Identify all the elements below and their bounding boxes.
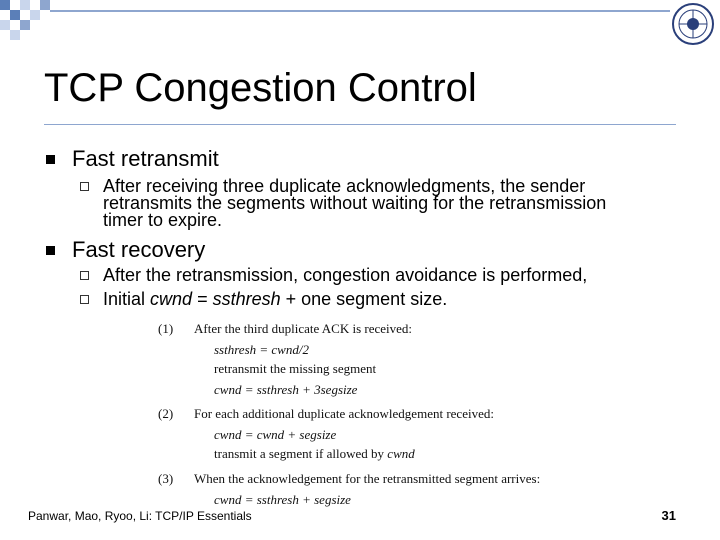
var-ssthresh: ssthresh bbox=[212, 289, 281, 309]
step-heading: When the acknowledgement for the retransmitted segment arrives: bbox=[194, 471, 541, 486]
header-decoration bbox=[0, 0, 720, 40]
bullet-square bbox=[46, 155, 55, 164]
bullet-label: Fast retransmit bbox=[72, 146, 219, 171]
step-formula: ssthresh = cwnd/2 bbox=[214, 342, 309, 357]
step-formula: cwnd = ssthresh + 3segsize bbox=[214, 382, 358, 397]
step-heading: After the third duplicate ACK is received: bbox=[194, 321, 413, 336]
footer-credit: Panwar, Mao, Ryoo, Li: TCP/IP Essentials bbox=[28, 509, 252, 523]
step-number: (3) bbox=[158, 471, 174, 486]
sub-bullet-line: After the retransmission, congestion avoidance is performed, bbox=[103, 265, 588, 285]
bullet-hollow-square bbox=[80, 295, 89, 304]
step-formula: cwnd = cwnd + segsize bbox=[214, 427, 337, 442]
step-number: (2) bbox=[158, 406, 174, 421]
title-rule bbox=[44, 124, 676, 126]
sub-bullet-line: timer to expire. bbox=[103, 210, 223, 230]
bullet-hollow-square bbox=[80, 271, 89, 280]
sub-bullet-line: After receiving three duplicate acknowledgments, the sender bbox=[103, 176, 586, 196]
step-action: transmit a segment if allowed by cwnd bbox=[214, 446, 415, 461]
university-seal-icon bbox=[671, 2, 715, 46]
slide-title: TCP Congestion Control bbox=[44, 66, 477, 110]
bullet-hollow-square bbox=[80, 182, 89, 191]
bullet-label: Fast recovery bbox=[72, 237, 206, 262]
step-heading: For each additional duplicate acknowledgement received: bbox=[194, 406, 494, 421]
step-action: retransmit the missing segment bbox=[214, 361, 377, 376]
step-number: (1) bbox=[158, 321, 174, 336]
bullet-square bbox=[46, 246, 55, 255]
sub-bullet-line: retransmits the segments without waiting for the retransmission bbox=[103, 193, 607, 213]
step-formula: cwnd = ssthresh + segsize bbox=[214, 492, 351, 507]
page-number: 31 bbox=[661, 508, 676, 523]
var-cwnd: cwnd bbox=[150, 289, 193, 309]
